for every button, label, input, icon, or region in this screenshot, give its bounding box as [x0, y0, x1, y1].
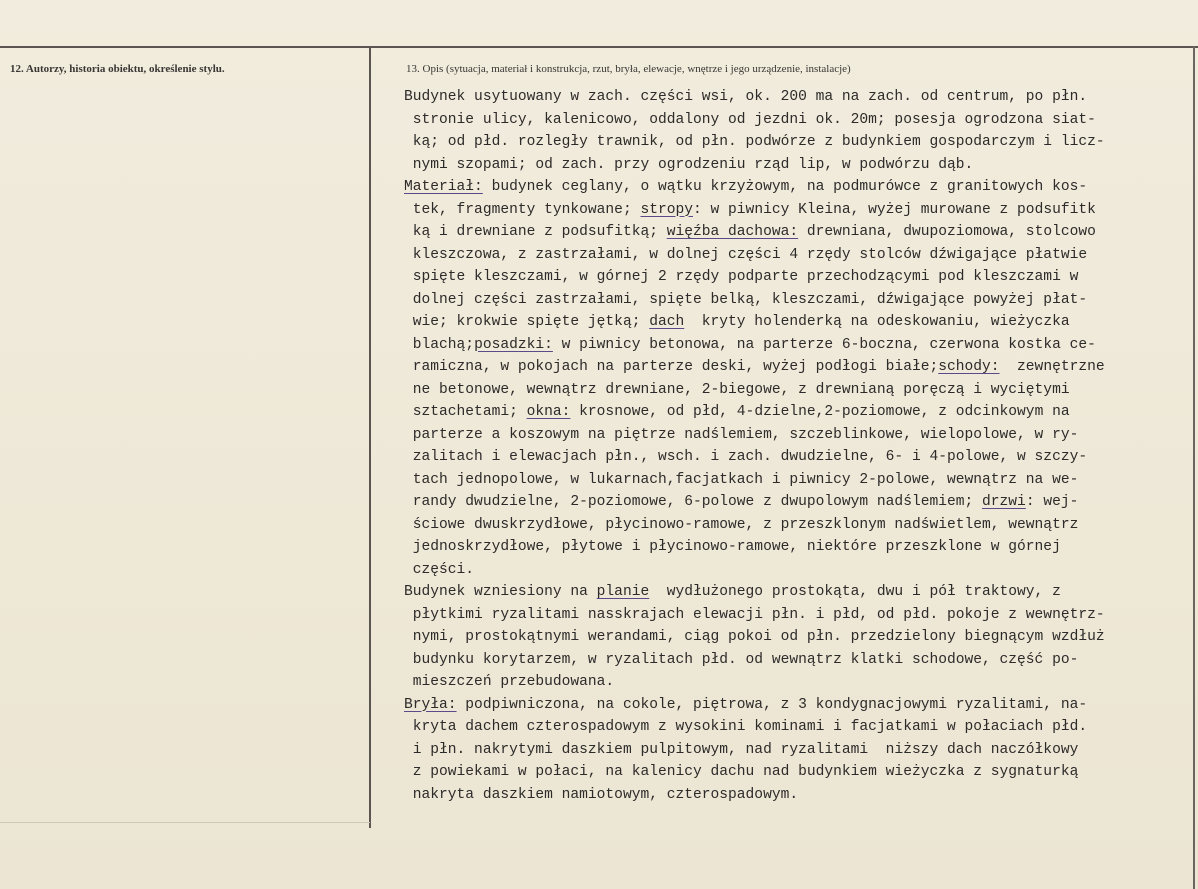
text-line — [404, 536, 1194, 559]
text-segment: ką i drewniane z podsufitką; — [404, 224, 667, 240]
text-line — [404, 289, 1194, 312]
underlined-term: drzwi — [982, 494, 1026, 510]
text-line — [404, 199, 1194, 222]
text-segment: z powiekami w połaci, na kalenicy dachu nad budynkiem wieżyczka z sygnaturką — [404, 764, 1079, 780]
text-line — [404, 739, 1194, 762]
text-segment: blachą; — [404, 336, 475, 353]
text-segment: ką; od płd. rozległy trawnik, od płn. podwórze z budynkiem gospodarczym i licz- — [404, 134, 1105, 150]
text-segment: zewnętrzne — [999, 359, 1105, 375]
underlined-term: stropy — [640, 201, 694, 218]
text-line — [404, 761, 1194, 784]
left-column-bottom-edge — [0, 822, 370, 823]
text-segment: wie; krokwie spięte jętką; — [404, 314, 650, 330]
text-segment: krosnowe, od płd, 4-dzielne,2-poziomowe, z odcinkowym na — [570, 404, 1070, 420]
text-segment: budynku korytarzem, w ryzalitach płd. od wewnątrz klatki schodowe, część po- — [404, 651, 1079, 668]
text-segment: ne betonowe, wewnątrz drewniane, 2-biegowe, z drewnianą poręczą i wyciętymi — [404, 381, 1070, 398]
text-segment: : w piwnicy Kleina, wyżej murowane z podsufitk — [693, 201, 1096, 218]
text-line — [404, 176, 1194, 199]
text-line — [404, 244, 1194, 267]
text-segment: Budynek wzniesiony na — [404, 584, 597, 600]
text-line — [404, 604, 1194, 627]
underlined-term: schody: — [938, 359, 1000, 375]
text-line — [404, 671, 1194, 694]
text-segment: w piwnicy betonowa, na parterze 6-boczna, czerwona kostka ce- — [552, 336, 1096, 353]
text-line — [404, 109, 1194, 132]
text-line — [404, 356, 1194, 379]
text-segment: zalitach i elewacjach płn., wsch. i zach. dwudzielne, 6- i 4-polowe, w szczy- — [404, 449, 1088, 465]
text-segment: parterze a koszowym na piętrze nadślemiem, szczeblinkowe, wielopolowe, w ry- — [404, 426, 1079, 443]
text-segment: : wej- — [1025, 494, 1079, 510]
text-line — [404, 401, 1194, 424]
text-line — [404, 379, 1194, 402]
text-line — [404, 131, 1194, 154]
text-segment: nakryta daszkiem namiotowym, czterospadowym. — [404, 786, 799, 803]
text-segment: mieszczeń przebudowana. — [404, 674, 615, 690]
text-segment: spięte kleszczami, w górnej 2 rzędy podparte przechodzącymi pod kleszczami w — [404, 269, 1079, 285]
underlined-term: Materiał: — [404, 179, 483, 195]
description-text — [404, 86, 1194, 806]
text-line — [404, 784, 1194, 807]
text-segment: randy dwudzielne, 2-poziomowe, 6-polowe z dwupolowym nadślemiem; — [404, 494, 983, 510]
text-segment: tek, fragmenty tynkowane; — [404, 201, 641, 218]
right-column-header: 13. Opis (sytuacja, materiał i konstrukcja, rzut, bryła, elewacje, wnętrze i jego urządzenie, instalacje) — [406, 63, 851, 75]
text-segment: płytkimi ryzalitami nasskrajach elewacji płn. i płd, od płd. pokoje z wewnętrz- — [404, 606, 1105, 623]
left-column-header: 12. Autorzy, historia obiektu, określenie stylu. — [10, 63, 225, 75]
text-segment: Budynek usytuowany w zach. części wsi, ok. 200 ma na zach. od centrum, po płn. — [404, 89, 1088, 105]
text-segment: tach jednopolowe, w lukarnach,facjatkach i piwnicy 2-polowe, wewnątrz na we- — [404, 471, 1079, 488]
text-segment: podpiwniczona, na cokole, piętrowa, z 3 kondygnacjowymi ryzalitami, na- — [456, 696, 1088, 713]
text-line — [404, 514, 1194, 537]
underlined-term: więźba dachowa: — [666, 224, 799, 240]
text-line — [404, 469, 1194, 492]
text-line — [404, 266, 1194, 289]
text-segment: i płn. nakrytymi daszkiem pulpitowym, nad ryzalitami niższy dach naczółkowy — [404, 741, 1079, 758]
text-line — [404, 446, 1194, 469]
column-divider — [369, 48, 371, 828]
underlined-term: posadzki: — [474, 336, 553, 353]
text-segment: ramiczna, w pokojach na parterze deski, wyżej podłogi białe; — [404, 359, 939, 375]
text-line — [404, 649, 1194, 672]
text-line — [404, 154, 1194, 177]
text-segment: ściowe dwuskrzydłowe, płycinowo-ramowe, z przeszklonym nadświetlem, wewnątrz — [404, 516, 1079, 533]
top-border-line — [0, 46, 1198, 48]
text-segment: kryty holenderką na odeskowaniu, wieżyczka — [684, 314, 1070, 330]
text-line — [404, 626, 1194, 649]
text-line — [404, 221, 1194, 244]
text-line — [404, 559, 1194, 582]
text-line — [404, 424, 1194, 447]
text-line — [404, 311, 1194, 334]
text-segment: kleszczowa, z zastrzałami, w dolnej części 4 rzędy stolców dźwigające płatwie — [404, 246, 1088, 263]
text-line — [404, 581, 1194, 604]
text-segment: kryta dachem czterospadowym z wysokini kominami i facjatkami w połaciach płd. — [404, 719, 1088, 735]
text-segment: drewniana, dwupoziomowa, stolcowo — [798, 224, 1096, 240]
text-segment: stronie ulicy, kalenicowo, oddalony od jezdni ok. 20m; posesja ogrodzona siat- — [404, 111, 1096, 128]
text-segment: wydłużonego prostokąta, dwu i pół traktowy, z — [649, 584, 1061, 600]
text-segment: dolnej części zastrzałami, spięte belką, kleszczami, dźwigające powyżej płat- — [404, 291, 1088, 308]
text-segment: nymi szopami; od zach. przy ogrodzeniu rząd lip, w podwórzu dąb. — [404, 156, 974, 173]
text-line — [404, 334, 1194, 357]
text-line — [404, 491, 1194, 514]
text-segment: części. — [404, 561, 475, 578]
text-segment: nymi, prostokątnymi werandami, ciąg pokoi od płn. przedzielony biegnącym wzdłuż — [404, 629, 1105, 645]
underlined-term: Bryła: — [404, 696, 457, 713]
text-line — [404, 86, 1194, 109]
text-line — [404, 716, 1194, 739]
text-segment: jednoskrzydłowe, płytowe i płycinowo-ramowe, niektóre przeszklone w górnej — [404, 539, 1061, 555]
text-line — [404, 694, 1194, 717]
text-segment: sztachetami; — [404, 404, 527, 420]
text-segment: budynek ceglany, o wątku krzyżowym, na podmurówce z granitowych kos- — [482, 179, 1088, 195]
underlined-term: okna: — [526, 404, 571, 420]
underlined-term: dach — [649, 314, 685, 330]
underlined-term: planie — [596, 584, 650, 600]
